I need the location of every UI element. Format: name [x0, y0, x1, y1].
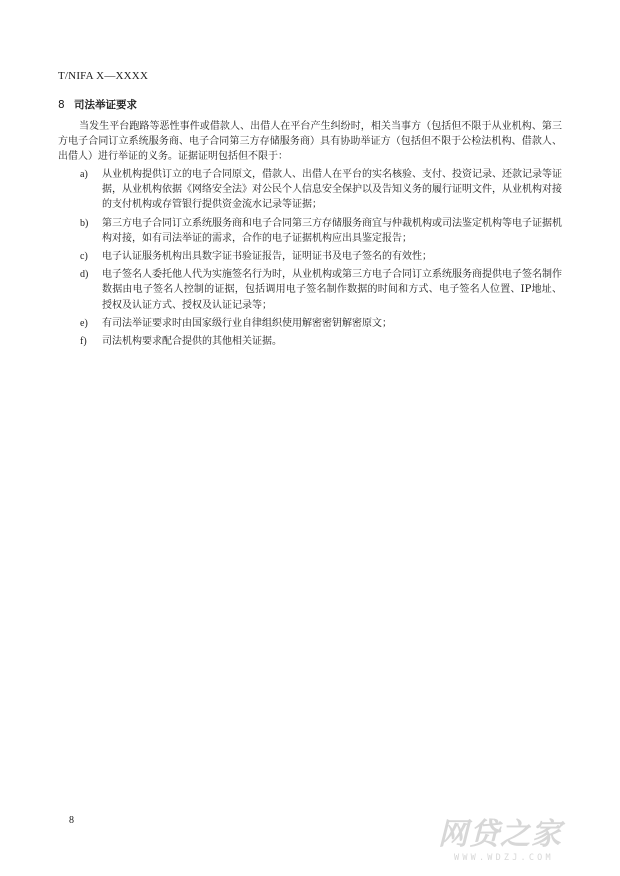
list-item — [0, 216, 562, 246]
list-item — [0, 334, 562, 349]
section-number: 8 — [58, 99, 65, 111]
section-heading — [58, 97, 137, 112]
list-item-marker: a) — [80, 169, 88, 180]
page-number: 8 — [69, 815, 74, 826]
list-item — [0, 316, 562, 331]
list-item-text: 有司法举证要求时由国家级行业自律组织使用解密密钥解密原文； — [102, 317, 392, 329]
list-item-marker: c) — [80, 251, 88, 263]
section-title: 司法举证要求 — [74, 99, 137, 111]
list-item — [0, 249, 562, 264]
watermark-url: WWW.WDZJ.COM — [454, 853, 554, 863]
list-item-text: 电子签名人委托他人代为实施签名行为时，从业机构或第三方电子合同订立系统服务商提供电子签名制作数据由电子签名人控制的证据，包括调用电子签名制作数据的时间和方式、电子签名人位置、IP地址、授权及认证方式、授权及认证记录等； — [102, 269, 562, 311]
document-code: T/NIFA X—XXXX — [58, 70, 149, 82]
list-item-marker: f) — [80, 336, 87, 348]
watermark-title: 网贷之家 — [438, 817, 562, 852]
list-item — [0, 167, 562, 213]
section-intro-paragraph: 当发生平台跑路等恶性事件或借款人、出借人在平台产生纠纷时，相关当事方（包括但不限于从业机构、第三方电子合同订立系统服务商、电子合同第三方存储服务商）具有协助举证方（包括但不限于公检法机构、借款人、出借人）进行举证的义务。证据证明包括但不限于： — [58, 121, 562, 163]
watermark-logo — [438, 818, 618, 874]
list-item-text: 电子认证服务机构出具数字证书验证报告，证明证书及电子签名的有效性； — [102, 251, 432, 263]
list-item-marker: b) — [80, 217, 89, 229]
list-item-text: 司法机构要求配合提供的其他相关证据。 — [102, 336, 282, 348]
list-item-marker: d) — [80, 269, 89, 281]
evidence-list — [0, 167, 620, 352]
list-item-text: 从业机构提供订立的电子合同原文，借款人、出借人在平台的实名核验、支付、投资记录、还款记录等证据，从业机构依据《网络安全法》对公民个人信息安全保护以及告知义务的履行证明文件，从业机构对接的支付机构或存管银行提供资金流水记录等证据； — [102, 169, 562, 211]
list-item — [0, 267, 562, 313]
list-item-text: 第三方电子合同订立系统服务商和电子合同第三方存储服务商宜与仲裁机构或司法鉴定机构等电子证据机构对接，如有司法举证的需求，合作的电子证据机构应出具鉴定报告； — [102, 217, 562, 244]
list-item-marker: e) — [80, 317, 88, 329]
